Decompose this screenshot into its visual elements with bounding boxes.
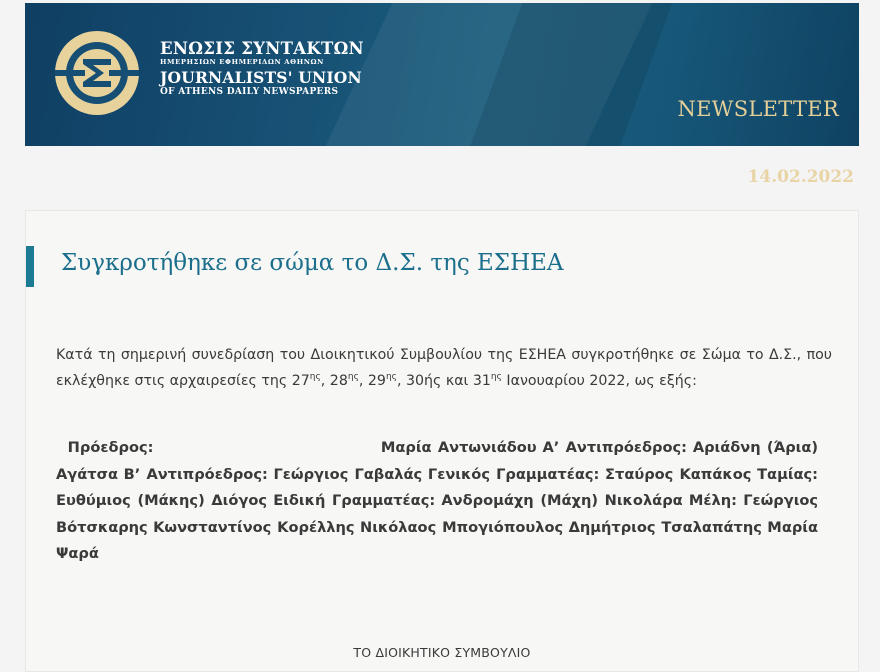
brand-text [160, 40, 364, 98]
board-name: Σταύρος Καπάκος [605, 465, 752, 483]
org-subtitle-greek: ΗΜΕΡΗΣΙΩΝ ΕΦΗΜΕΡΙΔΩΝ ΑΘΗΝΩΝ [160, 58, 324, 66]
board-role: Β’ Αντιπρόεδρος: [123, 465, 268, 483]
board-name: Αριάδνη (Άρια) Αγάτσα [56, 439, 819, 483]
ordinal-suffix: ης [309, 372, 321, 382]
intro-text: , 28 [320, 373, 348, 389]
article-intro [56, 342, 832, 394]
header-banner [25, 3, 859, 146]
board-composition [56, 435, 818, 568]
board-role: Α’ Αντιπρόεδρος: [542, 439, 687, 456]
board-role: Πρόεδρος: [67, 439, 154, 456]
board-member: Νικόλαος Μπογιόπουλος [360, 518, 564, 536]
board-role: Ειδική Γραμματέας: [273, 492, 436, 509]
board-name: Μαρία Αντωνιάδου [380, 439, 537, 456]
article-card [25, 210, 859, 672]
board-member: Δημήτριος Τσαλαπάτης [568, 518, 762, 536]
board-role: Μέλη: [688, 492, 737, 509]
board-name: Ευθύμιος (Μάκης) Διόγος [56, 492, 267, 509]
intro-text: , 29 [358, 373, 386, 389]
newsletter-date: 14.02.2022 [747, 167, 854, 187]
org-name-greek: ΕΝΩΣΙΣ ΣΥΝΤΑΚΤΩΝ [160, 39, 364, 58]
board-member: Μαρία Ψαρά [56, 518, 819, 562]
intro-text: Ιανουαρίου 2022, ως εξής: [501, 373, 697, 389]
ordinal-suffix: ης [347, 372, 359, 382]
board-name: Ανδρομάχη (Μάχη) Νικολάρα [441, 492, 683, 509]
esiea-logo-icon[interactable] [53, 29, 141, 117]
intro-text: , 30ής και 31 [396, 373, 491, 389]
intro-text: Κατά τη σημερινή συνεδρίαση του Διοικητικού Συμβουλίου της ΕΣΗΕΑ συγκροτήθηκε σε Σώμα το Δ.Σ., που εκλέχθηκε στις αρχαιρεσίες της 27 [56, 347, 832, 389]
org-subtitle-english: OF ATHENS DAILY NEWSPAPERS [160, 87, 339, 97]
board-role: Γενικός Γραμματέας: [427, 465, 600, 483]
newsletter-label: NEWSLETTER [677, 97, 839, 121]
ordinal-suffix: ης [490, 372, 502, 382]
ordinal-suffix: ης [385, 372, 397, 382]
signoff: ΤΟ ΔΙΟΙΚΗΤΙΚΟ ΣΥΜΒΟΥΛΙΟ [353, 645, 531, 660]
board-name: Γεώργιος Βότσκαρης [56, 492, 819, 536]
org-name-english: JOURNALISTS' UNION [160, 68, 362, 87]
board-member: Κωνσταντίνος Κορέλλης [153, 518, 355, 536]
title-accent-bar [26, 246, 34, 287]
board-role: Ταμίας: [757, 465, 819, 483]
article-title[interactable]: Συγκροτήθηκε σε σώμα το Δ.Σ. της ΕΣΗΕΑ [61, 250, 564, 276]
board-name: Γεώργιος Γαβαλάς [273, 465, 423, 483]
